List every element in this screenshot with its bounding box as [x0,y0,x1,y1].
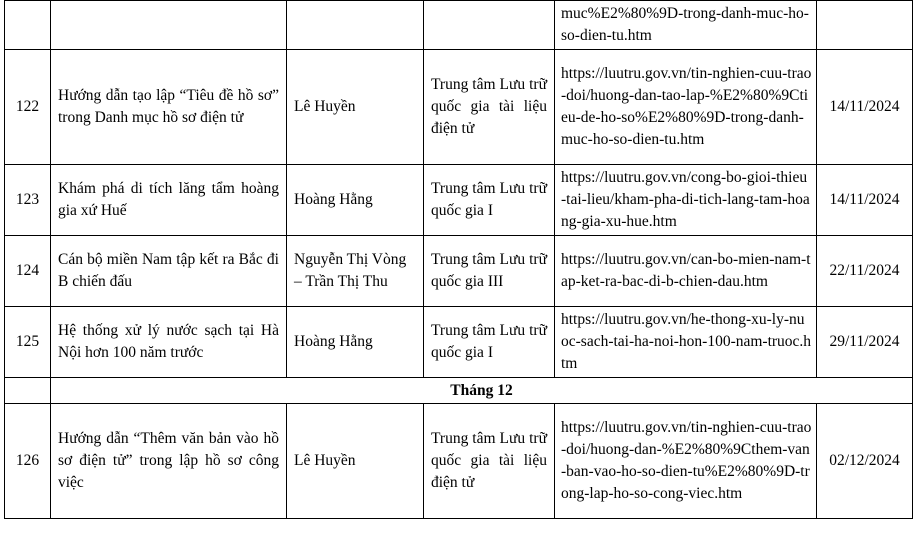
row-number [5,1,51,50]
row-number: 124 [5,236,51,307]
article-author: Hoàng Hằng [287,165,424,236]
row-number: 126 [5,404,51,519]
article-unit: Trung tâm Lưu trữ quốc gia I [424,165,555,236]
article-author: Nguyễn Thị Vòng – Trần Thị Thu [287,236,424,307]
article-date: 02/12/2024 [817,404,913,519]
article-date: 22/11/2024 [817,236,913,307]
article-date [817,1,913,50]
row-number: 125 [5,307,51,378]
article-date: 14/11/2024 [817,50,913,165]
article-author: Hoàng Hằng [287,307,424,378]
article-link[interactable]: https://luutru.gov.vn/he-thong-xu-ly-nuoc-sach-tai-ha-noi-hon-100-nam-truoc.htm [555,307,817,378]
article-unit: Trung tâm Lưu trữ quốc gia I [424,307,555,378]
table-row [5,236,913,307]
article-link[interactable]: https://luutru.gov.vn/tin-nghien-cuu-trao-doi/huong-dan-tao-lap-%E2%80%9Ctieu-de-ho-so%E2%80%9D-trong-danh-muc-ho-so-dien-tu.htm [555,50,817,165]
document-page [4,0,913,519]
article-link[interactable]: muc%E2%80%9D-trong-danh-muc-ho-so-dien-tu.htm [555,1,817,50]
article-unit: Trung tâm Lưu trữ quốc gia III [424,236,555,307]
article-author: Lê Huyền [287,404,424,519]
article-link[interactable]: https://luutru.gov.vn/cong-bo-gioi-thieu-tai-lieu/kham-pha-di-tich-lang-tam-hoang-gia-xu-hue.htm [555,165,817,236]
article-title [51,1,287,50]
article-unit: Trung tâm Lưu trữ quốc gia tài liệu điện tử [424,404,555,519]
article-author: Lê Huyền [287,50,424,165]
row-number: 122 [5,50,51,165]
month-header-row [5,378,913,404]
month-row-blank-cell [5,378,51,404]
article-author [287,1,424,50]
article-title: Cán bộ miền Nam tập kết ra Bắc đi B chiến đấu [51,236,287,307]
article-title: Hệ thống xử lý nước sạch tại Hà Nội hơn 100 năm trước [51,307,287,378]
table-row [5,307,913,378]
article-title: Hướng dẫn tạo lập “Tiêu đề hồ sơ” trong Danh mục hồ sơ điện tử [51,50,287,165]
article-link[interactable]: https://luutru.gov.vn/tin-nghien-cuu-trao-doi/huong-dan-%E2%80%9Cthem-van-ban-vao-ho-so-dien-tu%E2%80%9D-trong-lap-ho-so-cong-viec.htm [555,404,817,519]
month-heading: Tháng 12 [51,378,913,404]
article-unit [424,1,555,50]
article-title: Khám phá di tích lăng tẩm hoàng gia xứ Huế [51,165,287,236]
table-row [5,1,913,50]
article-unit: Trung tâm Lưu trữ quốc gia tài liệu điện tử [424,50,555,165]
table-row [5,50,913,165]
row-number: 123 [5,165,51,236]
articles-table [4,0,913,519]
article-date: 14/11/2024 [817,165,913,236]
article-title: Hướng dẫn “Thêm văn bản vào hồ sơ điện tử” trong lập hồ sơ công việc [51,404,287,519]
table-row [5,404,913,519]
article-date: 29/11/2024 [817,307,913,378]
article-link[interactable]: https://luutru.gov.vn/can-bo-mien-nam-tap-ket-ra-bac-di-b-chien-dau.htm [555,236,817,307]
table-row [5,165,913,236]
